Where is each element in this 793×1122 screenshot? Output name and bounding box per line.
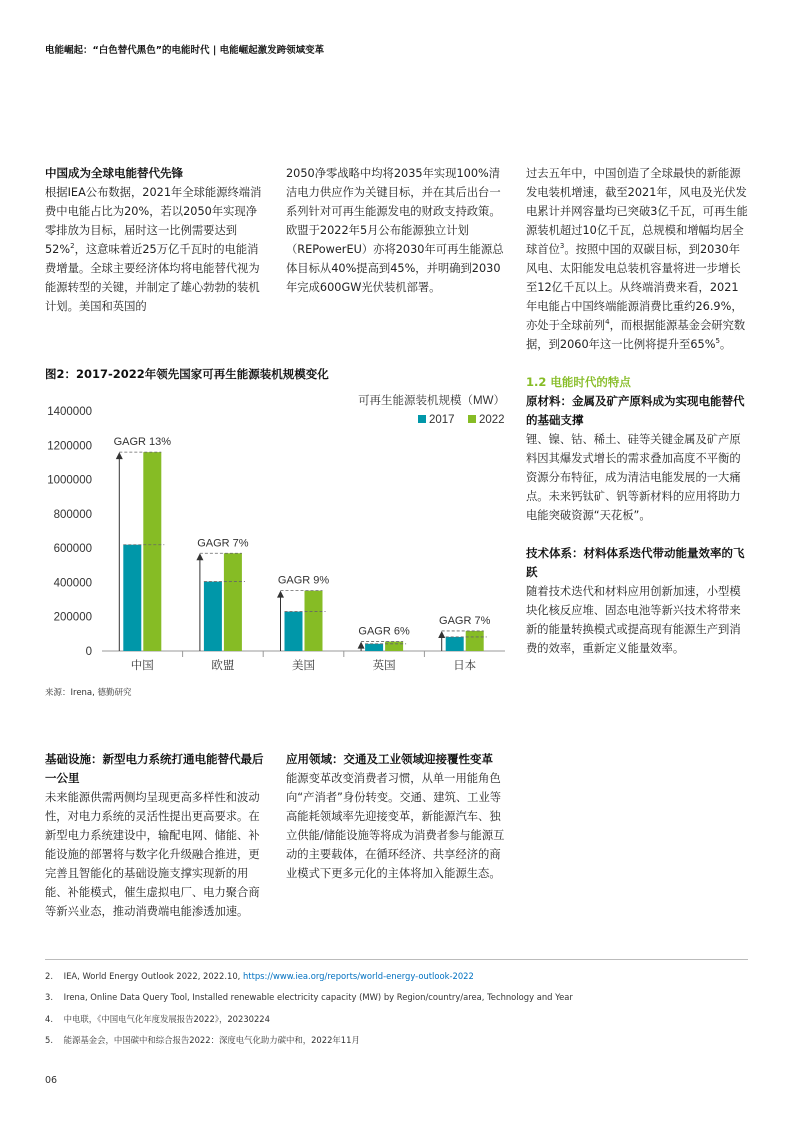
- footnote-text: IEA, World Energy Outlook 2022, 2022.10,: [63, 971, 243, 981]
- heading-technology: 技术体系：材料体系迭代带动能量效率的飞跃: [526, 546, 745, 579]
- x-tick-label: 美国: [292, 660, 315, 672]
- footnote-number: 5.: [45, 1035, 53, 1045]
- y-tick-label: 1200000: [47, 440, 92, 453]
- text-run: ，而根据能源基金会研究数据，到2060年这一比例将提升至65%: [526, 319, 746, 351]
- text-run: 根据IEA公布数据，2021年全球能源终端消费中电能占比为20%，若以2050年实现净零排放为目标，届时这一比例需要达到52%: [45, 186, 262, 256]
- growth-annotation: GAGR 7%: [439, 614, 491, 627]
- y-tick-label: 800000: [53, 508, 92, 521]
- paragraph-china-growth: [526, 164, 748, 354]
- legend-label-2022: 2022: [479, 414, 505, 426]
- heading-raw-materials: 原材料：金属及矿产原料成为实现电能替代的基础支撑: [526, 394, 745, 427]
- figure-source: 来源：Irena, 德勤研究: [45, 688, 132, 698]
- header-section: 电能崛起激发跨领域变革: [219, 45, 325, 56]
- growth-annotation: GAGR 6%: [358, 625, 410, 638]
- y-tick-label: 1000000: [47, 474, 92, 487]
- paragraph-policy: 2050净零战略中均将2035年实现100%清洁电力供应作为关键目标，并在其后出台一系列针对可再生能源发电的财政支持政策。欧盟于2022年5月公布能源独立计划（REPowerEU）亦将2030年可再生能源总体目标从40%提高到45%，并明确到2030年完成600GW光伏装机部署。: [286, 167, 504, 294]
- footnote-ref: 5: [715, 337, 720, 346]
- text-run: 。: [719, 338, 732, 351]
- footnote-ref: 3: [559, 242, 565, 251]
- paragraph-applications: 能源变革改变消费者习惯，从单一用能角色向“产消者”身份转变。交通、建筑、工业等高能耗领域率先迎接变革，新能源汽车、独立供能/储能设施等将成为消费者参与能源互动的主要载体，在循环经济、共享经济的商业模式下更多元化的主体将加入能源生态。: [286, 772, 505, 880]
- section-title: 1.2 电能时代的特点: [526, 375, 631, 389]
- growth-arrow-head: [358, 642, 365, 649]
- bar-2022: [385, 642, 403, 651]
- bar-2017: [365, 644, 383, 651]
- x-tick-label: 中国: [130, 660, 154, 672]
- growth-annotation: GAGR 9%: [277, 574, 330, 587]
- legend-label-2017: 2017: [429, 414, 455, 426]
- bar-chart: [40, 388, 510, 683]
- bar-2022: [143, 452, 161, 651]
- footnote-number: 2.: [45, 971, 53, 981]
- footnote-number: 4.: [45, 1014, 53, 1024]
- footnote-link[interactable]: https://www.iea.org/reports/world-energy-outlook-2022: [242, 971, 474, 981]
- text-run: 过去五年中，中国创造了全球最快的新能源发电装机增速，截至2021年，风电及光伏发电累计并网容量均已突破3亿千瓦，可再生能源装机超过10亿千瓦，总规模和增幅均居全球首位: [526, 167, 748, 256]
- column-infrastructure: [45, 750, 267, 921]
- footnote-text: Irena, Online Data Query Tool, Installed renewable electricity capacity (MW) by Region/country/area, Technology and Year: [63, 992, 573, 1002]
- column-2-intro: [286, 164, 508, 297]
- growth-arrow-head: [196, 553, 203, 560]
- heading-china-pioneer: 中国成为全球电能替代先锋: [45, 166, 183, 180]
- bar-2017: [123, 545, 141, 651]
- growth-arrow-head: [277, 591, 284, 598]
- y-tick-label: 600000: [53, 543, 92, 556]
- footnote-ref: 2: [70, 242, 75, 251]
- footnote-3: [45, 992, 573, 1002]
- footnote-text: 中电联，《中国电气化年度发展报告2022》，20230224: [63, 1014, 270, 1024]
- paragraph-infrastructure: 未来能源供需两侧均呈现更高多样性和波动性，对电力系统的灵活性提出更高要求。在新型电力系统建设中，输配电网、储能、补能设施的部署将与数字化升级融合推进，更完善且智能化的基础设施支撑实现新的用能、补能模式，催生虚拟电厂、电力聚合商等新兴业态，推动消费端电能渗透加速。: [45, 791, 260, 918]
- legend-title: 可再生能源装机规模（MW）: [358, 395, 505, 407]
- paragraph-technology: 随着技术迭代和材料应用创新加速，小型模块化核反应堆、固态电池等新兴技术将带来新的能量转换模式或提高现有能源生产到消费的效率，重新定义能量效率。: [526, 585, 741, 655]
- y-tick-label: 400000: [53, 577, 92, 590]
- heading-infrastructure: 基础设施：新型电力系统打通电能替代最后一公里: [45, 752, 264, 785]
- legend-swatch-2022: [468, 415, 476, 423]
- bar-2022: [466, 631, 484, 651]
- y-tick-label: 1400000: [47, 406, 92, 418]
- growth-annotation: GAGR 7%: [197, 537, 249, 550]
- bar-2017: [204, 582, 222, 651]
- header-chapter: 电能崛起：“白色替代黑色”的电能时代: [45, 45, 210, 56]
- y-tick-label: 0: [85, 646, 92, 658]
- paragraph-raw-materials: 锂、镍、钴、稀土、硅等关键金属及矿产原料因其爆发式增长的需求叠加高度不平衡的资源分布特征，成为清洁电能发展的一大痛点。未来钙钛矿、钒等新材料的应用将助力电能突破资源“天花板”。: [526, 433, 741, 522]
- footnote-4: [45, 1013, 270, 1025]
- bar-2017: [446, 637, 464, 651]
- heading-applications: 应用领域：交通及工业领域迎接覆性变革: [286, 752, 493, 766]
- column-applications: [286, 750, 508, 883]
- column-1-intro: [45, 164, 267, 316]
- header-separator: |: [212, 45, 217, 56]
- x-tick-label: 英国: [372, 660, 396, 672]
- x-tick-label: 欧盟: [211, 660, 235, 672]
- y-tick-label: 200000: [53, 611, 92, 624]
- column-3: [526, 164, 748, 658]
- paragraph-china-pioneer: [45, 183, 267, 316]
- bar-2017: [285, 612, 303, 651]
- text-run: ，这意味着近25万亿千瓦时的电能消费增量。全球主要经济体均将电能替代视为能源转型的关键，并制定了雄心勃勃的装机计划。美国和英国的: [45, 243, 260, 313]
- x-tick-label: 日本: [453, 660, 477, 672]
- growth-annotation: GAGR 13%: [113, 436, 172, 449]
- legend-swatch-2017: [418, 415, 426, 423]
- footnote-divider: [45, 959, 748, 960]
- text-run: 。按照中国的双碳目标，到2030年风电、太阳能发电总装机容量将进一步增长至12亿千瓦以上。从终端消费来看，2021年电能占中国终端能源消费比重约26.9%，亦处于全球前列: [526, 243, 743, 332]
- footnote-5: [45, 1034, 360, 1046]
- bar-2022: [305, 591, 323, 651]
- running-header: [45, 42, 324, 56]
- figure-title: 图2：2017-2022年领先国家可再生能源装机规模变化: [45, 367, 329, 381]
- page-number: 06: [45, 1075, 58, 1086]
- footnote-2: [45, 971, 474, 981]
- footnote-text: 能源基金会，中国碳中和综合报告2022：深度电气化助力碳中和，2022年11月: [63, 1035, 360, 1045]
- footnote-ref: 4: [605, 318, 610, 327]
- bar-2022: [224, 553, 242, 651]
- growth-arrow-head: [116, 452, 123, 459]
- growth-arrow-head: [438, 631, 445, 638]
- footnote-number: 3.: [45, 992, 53, 1002]
